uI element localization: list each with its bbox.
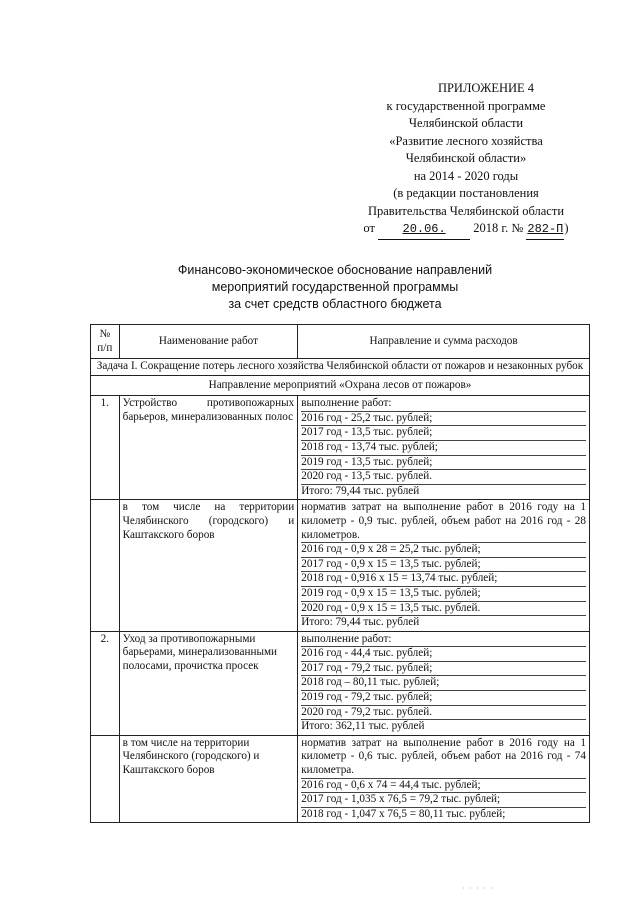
expense-line: 2019 год - 79,2 тыс. рублей; (301, 691, 586, 706)
appendix-line: на 2014 - 2020 годы (413, 168, 519, 183)
expense-line: 2016 год - 25,2 тыс. рублей; (301, 412, 586, 427)
expense-line: 2020 год - 79,2 тыс. рублей. (301, 706, 586, 721)
appendix-header (336, 80, 596, 240)
task-title: Задача I. Сокращение потерь лесного хозяйства Челябинской области от пожаров и незаконных рубок (91, 359, 590, 376)
row-number: 2. (91, 631, 120, 735)
appendix-line: Правительства Челябинской области (367, 203, 565, 218)
expense-total: Итого: 362,11 тыс. рублей (301, 720, 425, 733)
work-name: Устройство противопожарных барьеров, минерализованных полос (119, 396, 298, 500)
title-line: Финансово-экономическое обоснование направлений (177, 263, 493, 277)
expense-line: 2016 год - 44,4 тыс. рублей; (301, 647, 586, 662)
header-work-name: Наименование работ (119, 325, 298, 359)
expense-line: 2017 год - 79,2 тыс. рублей; (301, 662, 586, 677)
direction-title: Направление мероприятий «Охрана лесов от пожаров» (91, 375, 590, 396)
expense-line: 2018 год - 0,916 х 15 = 13,74 тыс. рублей; (301, 572, 586, 587)
document-title (90, 262, 580, 313)
resolution-year: 2018 г. № (473, 221, 524, 235)
expense-line: 2020 год - 13,5 тыс. рублей. (301, 470, 586, 485)
expense-line: 2016 год - 0,6 х 74 = 44,4 тыс. рублей; (301, 779, 586, 794)
appendix-line: (в редакции постановления (393, 186, 539, 200)
appendix-line: к государственной программе (386, 98, 546, 113)
expense-intro: норматив затрат на выполнение работ в 2016 году на 1 километр - 0,6 тыс. рублей, объем работ на 2016 год - 74 километра. (301, 737, 586, 779)
scan-mark: · · · · · (462, 884, 494, 893)
expense-line: 2017 год - 1,035 х 76,5 = 79,2 тыс. рублей; (301, 793, 586, 808)
header-expenses: Направление и сумма расходов (298, 325, 590, 359)
expense-line: 2020 год - 0,9 х 15 = 13,5 тыс. рублей. (301, 602, 586, 617)
expense-line: 2018 год - 1,047 х 76,5 = 80,11 тыс. рублей; (301, 807, 506, 820)
work-name: Уход за противопожарными барьерами, минерализованными полосами, прочистка просек (119, 631, 298, 735)
closing-paren: ) (564, 221, 569, 235)
row-number (91, 500, 120, 631)
table-header-row (91, 325, 590, 359)
row-number (91, 735, 120, 823)
expense-details (298, 735, 590, 823)
table-row (91, 500, 590, 631)
work-name: в том числе на территории Челябинского (городского) и Каштакского боров (119, 500, 298, 631)
appendix-line: «Развитие лесного хозяйства (389, 133, 543, 148)
direction-row (91, 375, 590, 396)
title-line: мероприятий государственной программы (211, 280, 459, 294)
resolution-date: 20.06. (402, 222, 446, 236)
expense-line: 2019 год - 13,5 тыс. рублей; (301, 456, 586, 471)
expense-line: 2016 год - 0,9 х 28 = 25,2 тыс. рублей; (301, 543, 586, 558)
table-row (91, 631, 590, 735)
expense-intro: выполнение работ: (301, 397, 586, 412)
expense-line: 2017 год - 0,9 х 15 = 13,5 тыс. рублей; (301, 558, 586, 573)
expense-total: Итого: 79,44 тыс. рублей (301, 484, 420, 497)
expense-total: Итого: 79,44 тыс. рублей (301, 616, 420, 629)
expenses-table (90, 324, 590, 823)
expense-line: 2019 год - 0,9 х 15 = 13,5 тыс. рублей; (301, 587, 586, 602)
date-prefix: от (363, 221, 375, 235)
appendix-line: Челябинской области» (405, 151, 527, 165)
appendix-title: ПРИЛОЖЕНИЕ 4 (437, 81, 535, 95)
table-row (91, 396, 590, 500)
resolution-date-line (336, 220, 596, 240)
table-row (91, 735, 590, 823)
expense-line: 2018 год - 13,74 тыс. рублей; (301, 441, 586, 456)
expense-details (298, 500, 590, 631)
resolution-number: 282-П (527, 222, 564, 236)
expense-intro: выполнение работ: (301, 633, 586, 648)
task-row (91, 359, 590, 376)
expense-details (298, 631, 590, 735)
expense-intro: норматив затрат на выполнение работ в 2016 году на 1 километр - 0,9 тыс. рублей, объем работ на 2016 год - 28 километров. (301, 501, 586, 543)
row-number: 1. (91, 396, 120, 500)
header-number: № п/п (91, 325, 120, 359)
expense-line: 2017 год - 13,5 тыс. рублей; (301, 426, 586, 441)
appendix-line: Челябинской области (408, 116, 524, 130)
title-line: за счет средств областного бюджета (228, 297, 442, 311)
expense-line: 2018 год – 80,11 тыс. рублей; (301, 676, 586, 691)
work-name: в том числе на территории Челябинского (городского) и Каштакского боров (119, 735, 298, 823)
expense-details (298, 396, 590, 500)
